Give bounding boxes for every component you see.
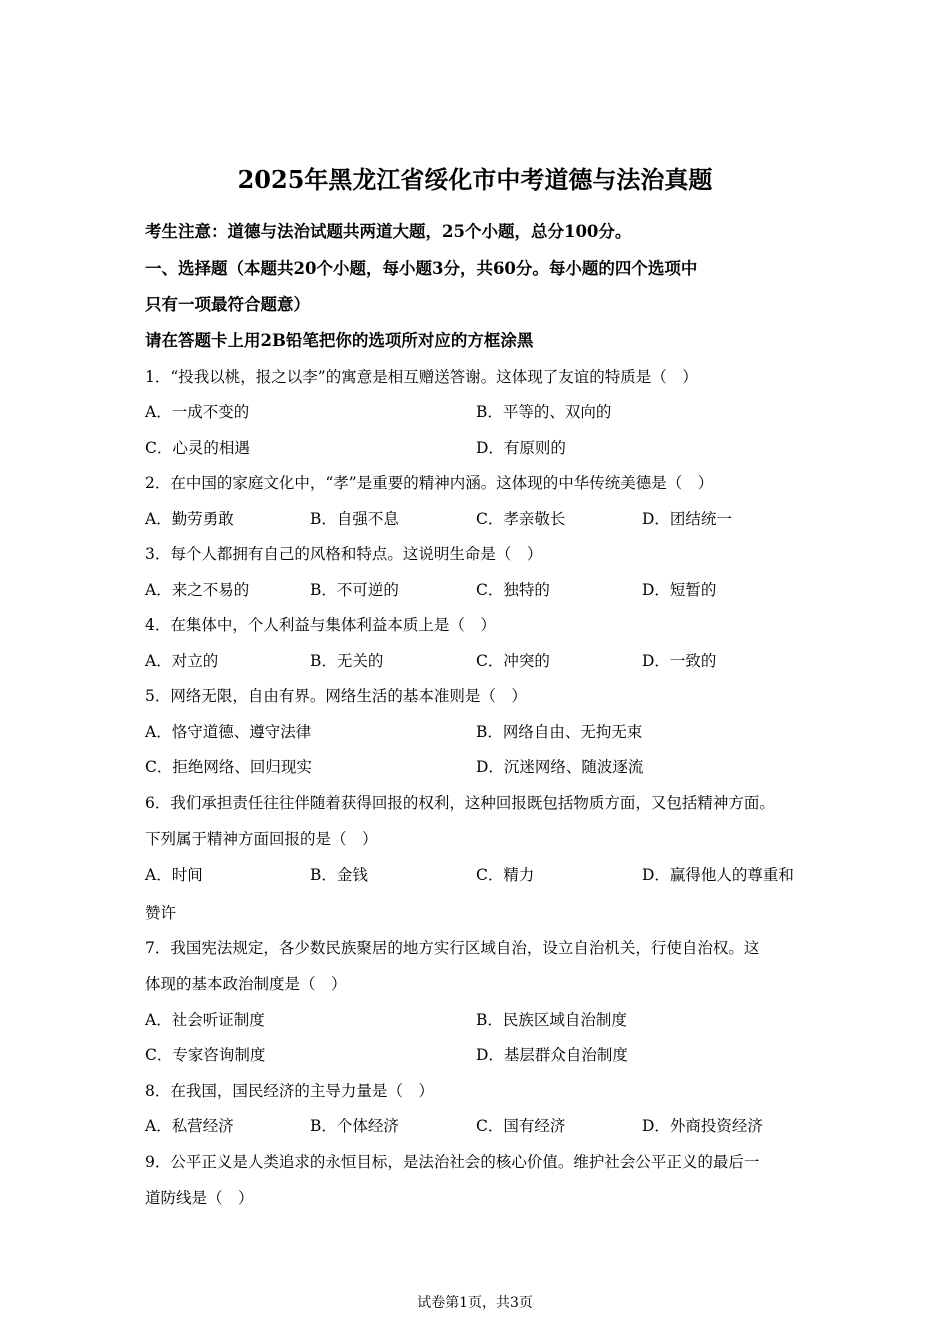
option-a: A．对立的 — [145, 652, 219, 670]
option-c: C．国有经济 — [476, 1117, 566, 1135]
question-stem: 9．公平正义是人类追求的永恒目标，是法治社会的核心价值。维护社会公平正义的最后一 — [145, 1153, 760, 1171]
option-a: A．勤劳勇敢 — [145, 510, 234, 528]
option-d: D．外商投资经济 — [642, 1117, 763, 1135]
option-c: C．孝亲敬长 — [476, 510, 566, 528]
option-d-continuation: 赞许 — [145, 904, 177, 922]
option-d: D．基层群众自治制度 — [476, 1046, 628, 1064]
exam-notice: 考生注意：道德与法治试题共两道大题，25个小题，总分100分。 — [145, 222, 632, 241]
option-b: B．民族区域自治制度 — [476, 1011, 627, 1029]
option-b: B．不可逆的 — [310, 581, 399, 599]
option-b: B．自强不息 — [310, 510, 399, 528]
option-a: A．来之不易的 — [145, 581, 250, 599]
question-stem: 7．我国宪法规定，各少数民族聚居的地方实行区域自治，设立自治机关，行使自治权。这 — [145, 939, 760, 957]
option-d: D．短暂的 — [642, 581, 717, 599]
question-stem: 3．每个人都拥有自己的风格和特点。这说明生命是（ ） — [145, 545, 543, 563]
question-stem: 6．我们承担责任往往伴随着获得回报的权利，这种回报既包括物质方面，又包括精神方面。 — [145, 794, 775, 812]
option-c: C．冲突的 — [476, 652, 550, 670]
question-stem-continuation: 道防线是（ ） — [145, 1189, 254, 1207]
page-footer: 试卷第1页，共3页 — [417, 1295, 533, 1311]
option-c: C．独特的 — [476, 581, 550, 599]
option-a: A．社会听证制度 — [145, 1011, 265, 1029]
option-d: D．有原则的 — [476, 439, 566, 457]
option-d: D．一致的 — [642, 652, 717, 670]
option-b: B．个体经济 — [310, 1117, 399, 1135]
option-d: D．沉迷网络、随波逐流 — [476, 758, 644, 776]
option-b: B．无关的 — [310, 652, 384, 670]
option-c: C．拒绝网络、回归现实 — [145, 758, 312, 776]
option-d: D．团结统一 — [642, 510, 732, 528]
option-a: A．一成不变的 — [145, 403, 250, 421]
question-stem-continuation: 体现的基本政治制度是（ ） — [145, 975, 347, 993]
question-stem: 2．在中国的家庭文化中，“孝”是重要的精神内涵。这体现的中华传统美德是（ ） — [145, 474, 714, 492]
question-stem: 8．在我国，国民经济的主导力量是（ ） — [145, 1082, 434, 1100]
option-a: A．私营经济 — [145, 1117, 234, 1135]
option-a: A．恪守道德、遵守法律 — [145, 723, 312, 741]
option-c: C．心灵的相遇 — [145, 439, 250, 457]
section-instruction: 请在答题卡上用2B铅笔把你的选项所对应的方框涂黑 — [145, 331, 534, 350]
option-a: A．时间 — [145, 866, 203, 884]
option-b: B．平等的、双向的 — [476, 403, 612, 421]
option-d: D．赢得他人的尊重和 — [642, 866, 794, 884]
question-stem: 4．在集体中，个人利益与集体利益本质上是（ ） — [145, 616, 496, 634]
option-c: C．精力 — [476, 866, 535, 884]
question-stem: 5．网络无限，自由有界。网络生活的基本准则是（ ） — [145, 687, 527, 705]
option-b: B．网络自由、无拘无束 — [476, 723, 643, 741]
page-title: 2025年黑龙江省绥化市中考道德与法治真题 — [237, 165, 713, 194]
question-stem-continuation: 下列属于精神方面回报的是（ ） — [145, 830, 378, 848]
question-stem: 1．“投我以桃，报之以李”的寓意是相互赠送答谢。这体现了友谊的特质是（ ） — [145, 368, 698, 386]
option-c: C．专家咨询制度 — [145, 1046, 266, 1064]
section-heading-line1: 一、选择题（本题共20个小题，每小题3分，共60分。每小题的四个选项中 — [145, 259, 698, 278]
section-heading-line2: 只有一项最符合题意） — [145, 295, 310, 314]
option-b: B．金钱 — [310, 866, 368, 884]
